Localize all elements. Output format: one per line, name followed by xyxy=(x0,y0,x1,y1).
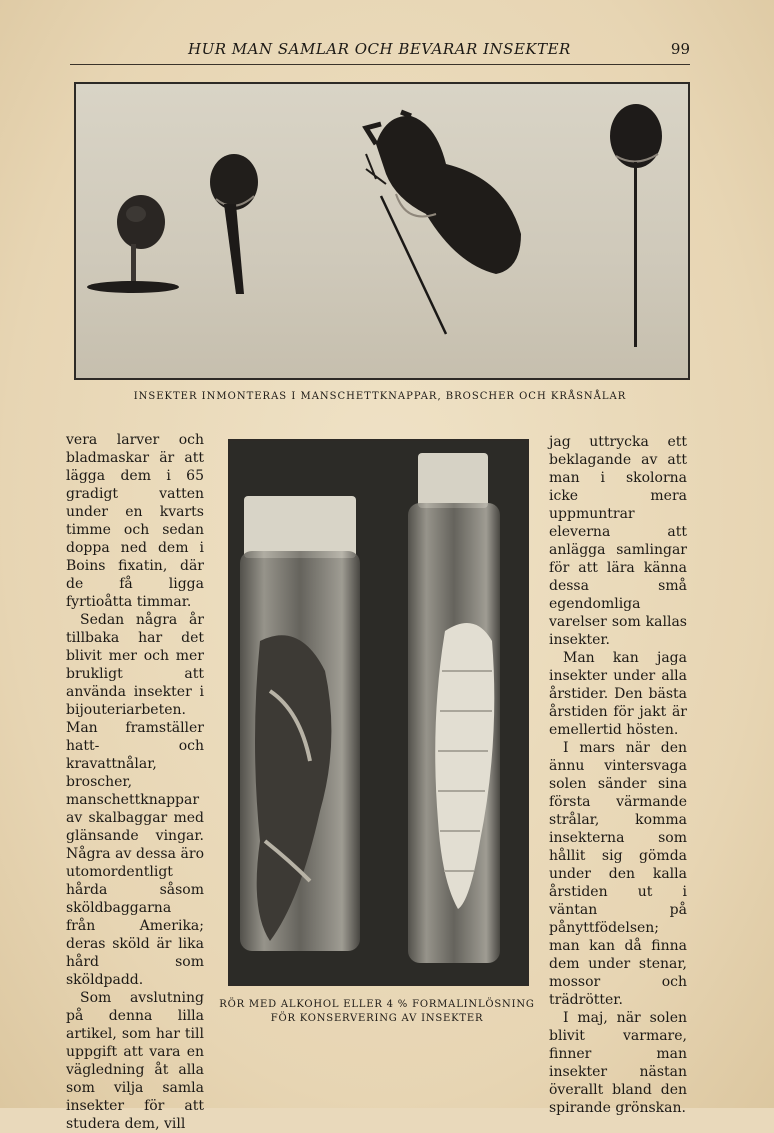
running-head xyxy=(70,40,690,62)
preservation-tubes-illustration xyxy=(230,441,527,984)
left-preservation-tube xyxy=(240,496,360,951)
insect-jewelry-illustration xyxy=(76,84,688,378)
right-preservation-tube xyxy=(408,453,500,963)
header-rule xyxy=(70,64,690,65)
right-paragraph: jag uttrycka ett beklagande av att man i skolorna icke mera uppmuntrar eleverna att anlägga samlingar för att lära känna dessa små egendomliga varelser som kallas insekter. xyxy=(549,434,687,648)
right-text-column xyxy=(549,433,687,1117)
right-paragraph: I mars när den ännu vintersvaga solen sänder sina första värmande strålar, komma insekterna som hållit sig gömda under den kalla årstiden ut i väntan på pånyttfödelsen; man kan då finna dem under stenar, mossor och trädrötter. xyxy=(549,740,687,1008)
page-number: 99 xyxy=(670,40,690,58)
cufflink-beetle xyxy=(87,195,179,293)
horned-beetle-tie-pin xyxy=(366,112,521,334)
right-paragraph: Man kan jaga insekter under alla årstider. Den bästa årstiden för jakt är emellertid hösten. xyxy=(549,650,687,738)
preservation-tubes-photo xyxy=(228,439,529,986)
middle-figure-caption: RÖR MED ALKOHOL ELLER 4 % FORMALINLÖSNING FÖR KONSERVERING AV INSEKTER xyxy=(219,999,535,1024)
top-figure-caption: INSEKTER INMONTERAS I MANSCHETTKNAPPAR, BROSCHER OCH KRÅSNÅLAR xyxy=(133,391,627,402)
insect-jewelry-photo xyxy=(74,82,690,380)
left-text-column xyxy=(66,431,204,1133)
running-title: HUR MAN SAMLAR OCH BEVARAR INSEKTER xyxy=(188,40,571,58)
left-paragraph: vera larver och bladmaskar är att lägga dem i 65 gradigt vatten under en kvarts timme och sedan doppa ned dem i Boins fixatin, där de få ligga fyrtioåtta timmar. xyxy=(66,432,204,610)
brooch-beetle xyxy=(210,154,258,294)
left-paragraph: Sedan några år tillbaka har det blivit mer och mer brukligt att använda insekter i bijouteriarbeten. Man framställer hatt- och kravattnålar, broscher, manschettknappar av skalbaggar med glänsande vingar. Några av dessa äro utomordentligt hårda såsom sköldbaggarna från Amerika; deras sköld är lika hård som sköldpadd. xyxy=(66,612,204,988)
beetle-hat-pin xyxy=(610,104,662,347)
right-paragraph: I maj, när solen blivit varmare, finner man insekter nästan överallt bland den spirande grönskan. xyxy=(549,1010,687,1116)
left-paragraph: Som avslutning på denna lilla artikel, som har till uppgift att vara en vägledning åt alla som vilja samla insekter för att studera dem, vill xyxy=(66,990,204,1132)
